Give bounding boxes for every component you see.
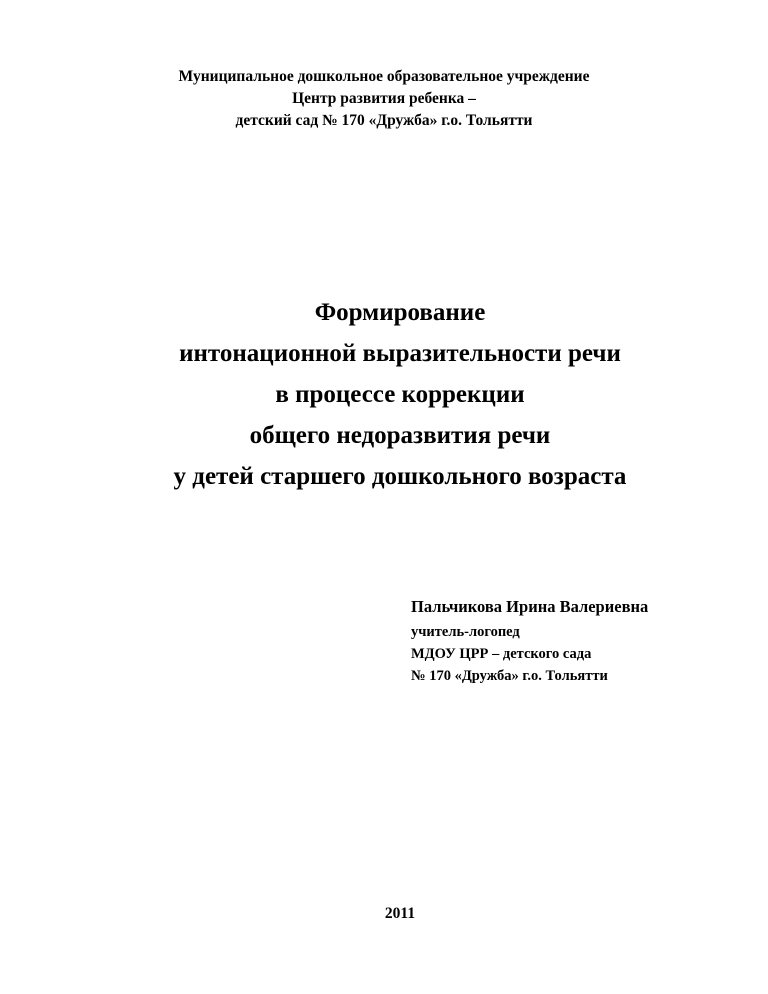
author-name: Пальчикова Ирина Валериевна bbox=[411, 597, 649, 616]
institution-header bbox=[0, 66, 768, 132]
author-organization-address: № 170 «Дружба» г.о. Тольятти bbox=[411, 668, 608, 684]
institution-header-line: Муниципальное дошкольное образовательное учреждение bbox=[178, 68, 590, 85]
document-title-line: в процессе коррекции bbox=[275, 381, 525, 408]
institution-header-line: детский сад № 170 «Дружба» г.о. Тольятти bbox=[235, 112, 533, 129]
author-block bbox=[411, 596, 648, 687]
document-title bbox=[0, 292, 768, 497]
document-title-line: Формирование bbox=[314, 299, 486, 326]
author-position: учитель-логопед bbox=[411, 624, 520, 640]
document-title-line: общего недоразвития речи bbox=[249, 422, 551, 449]
author-organization: МДОУ ЦРР – детского сада bbox=[411, 646, 592, 662]
document-year: 2011 bbox=[384, 905, 416, 922]
institution-header-line: Центр развития ребенка – bbox=[292, 90, 476, 107]
document-title-line: интонационной выразительности речи bbox=[179, 340, 621, 367]
document-title-line: у детей старшего дошкольного возраста bbox=[173, 463, 627, 490]
